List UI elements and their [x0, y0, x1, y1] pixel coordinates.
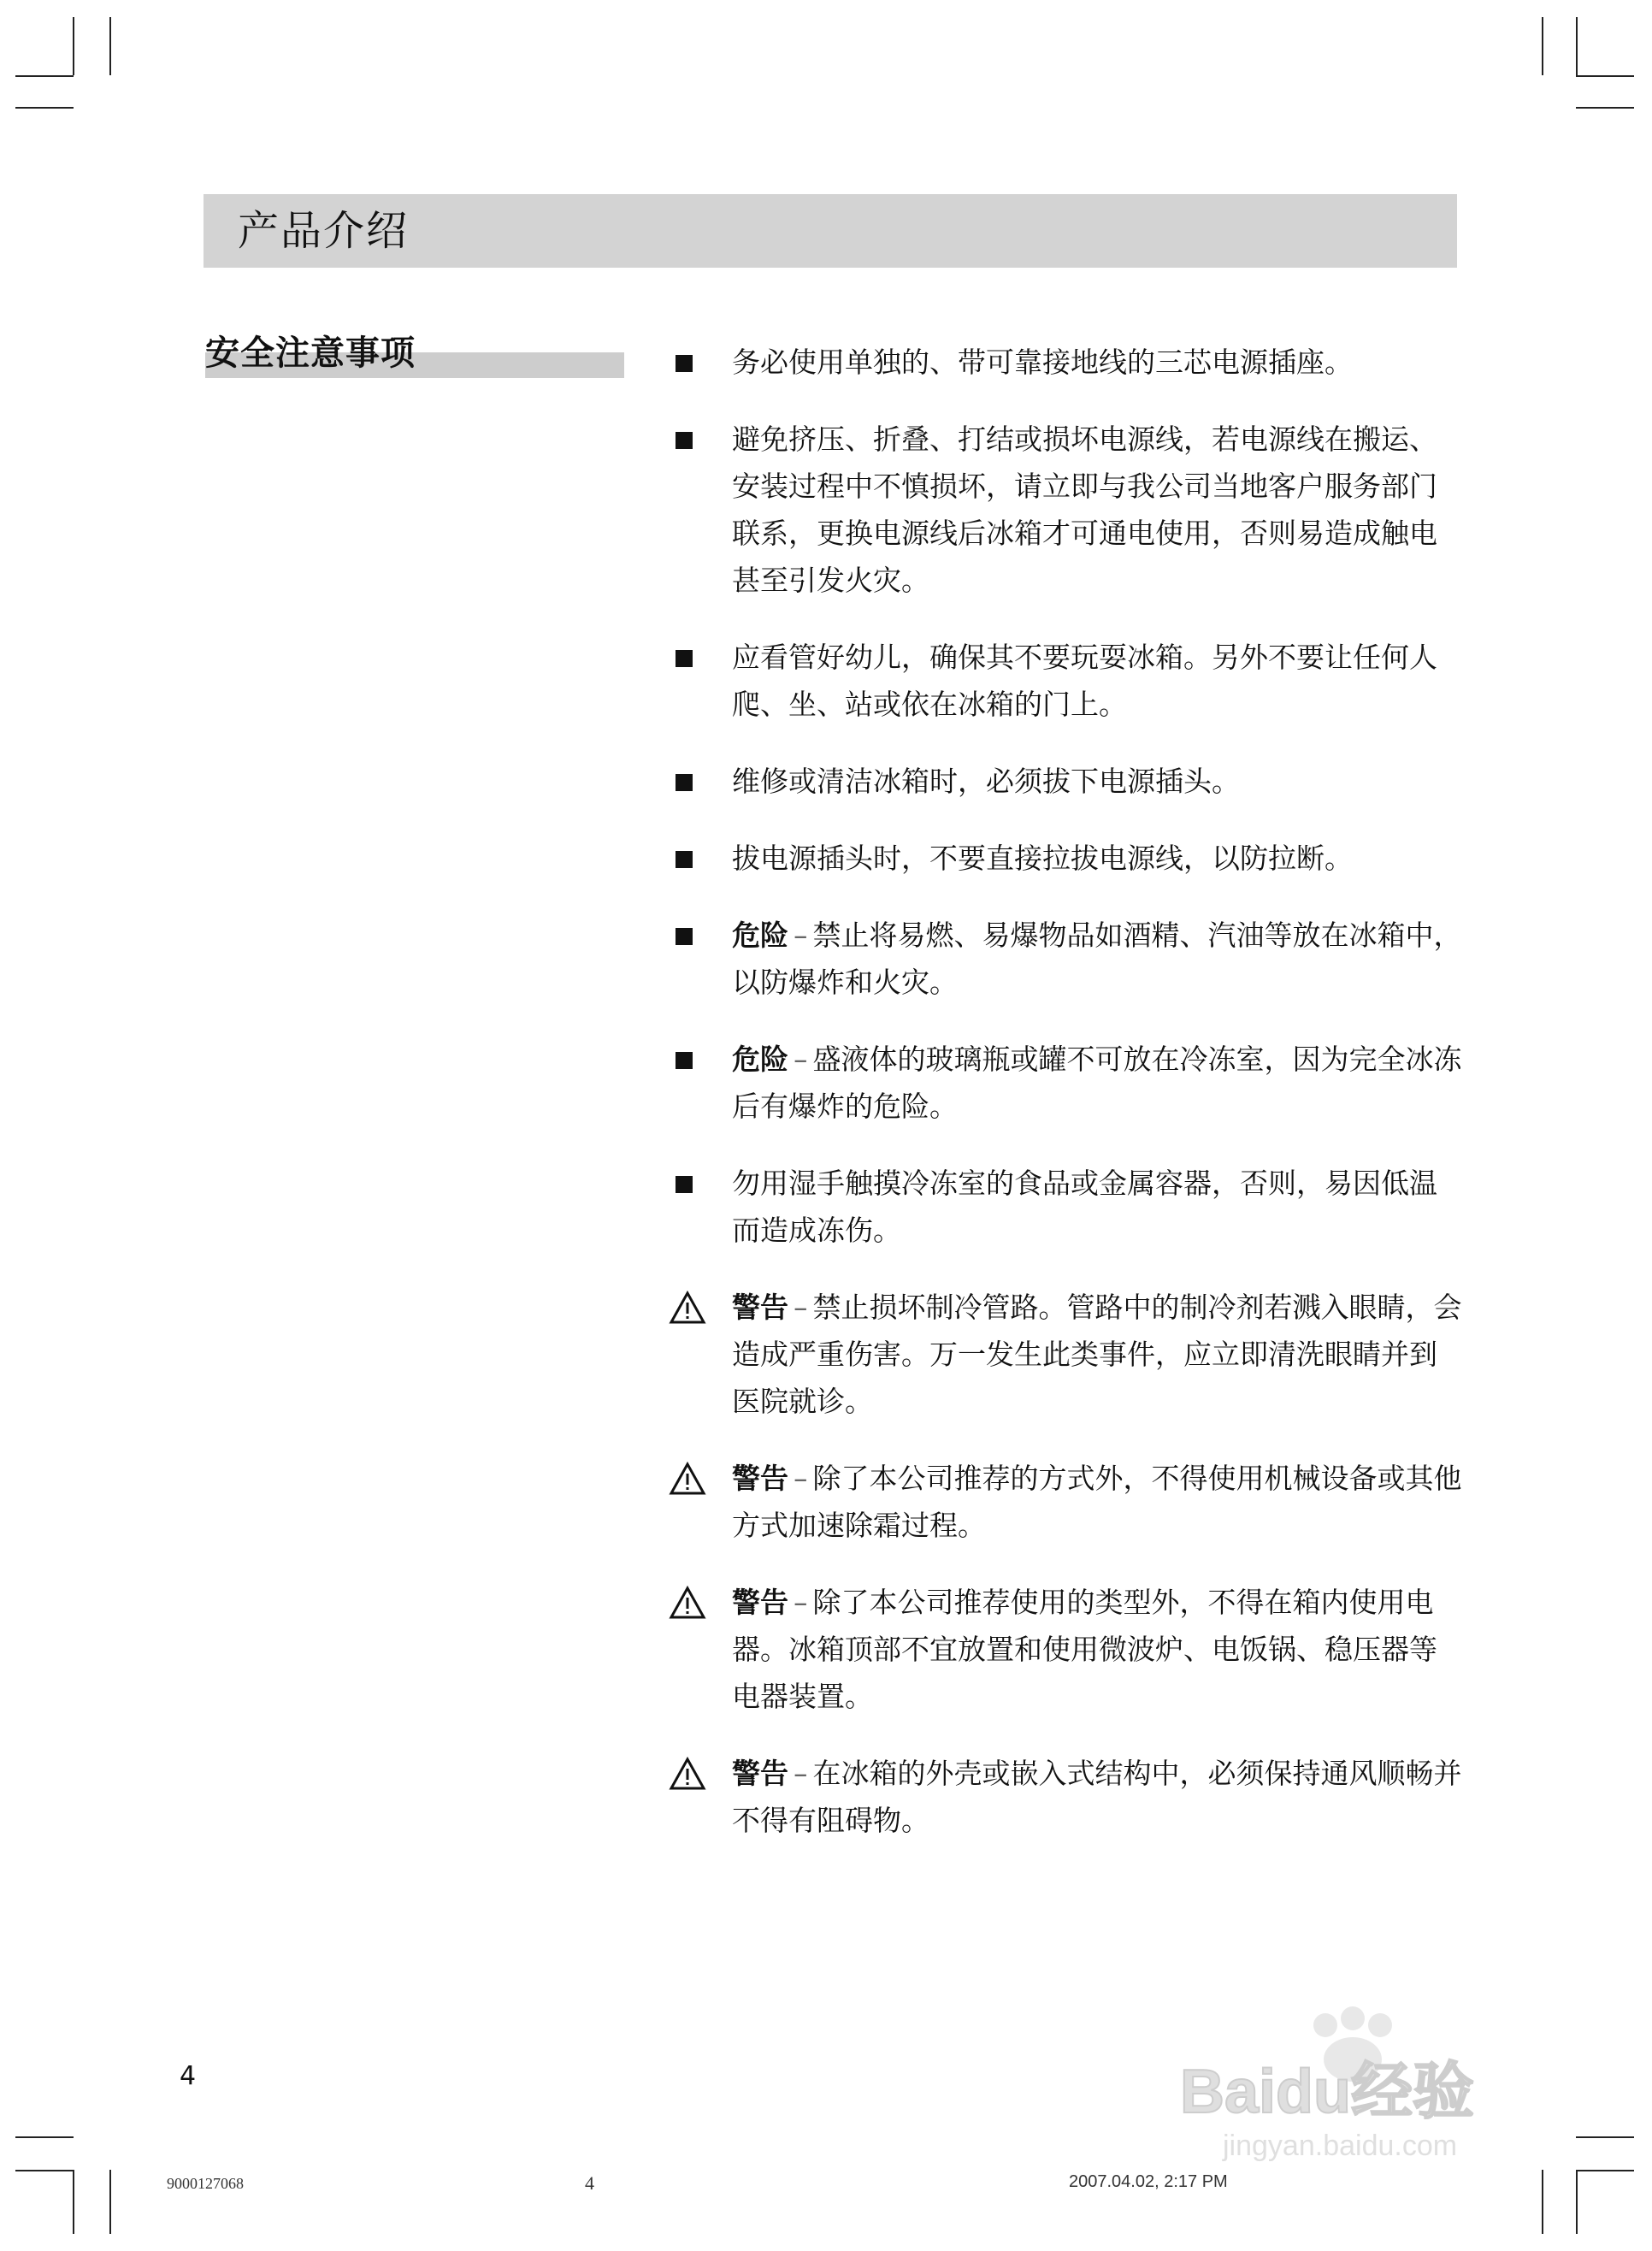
item-text: 盛液体的玻璃瓶或罐不可放在冷冻室，因为完全冰冻后有爆炸的危险。 [732, 1043, 1462, 1123]
chapter-title: 产品介绍 [238, 207, 410, 255]
square-bullet-icon [676, 650, 693, 667]
crop-mark [1576, 2170, 1578, 2234]
item-text: 除了本公司推荐的方式外，不得使用机械设备或其他方式加速除霜过程。 [732, 1462, 1462, 1542]
crop-mark [1576, 2136, 1634, 2138]
list-item [676, 1160, 1462, 1254]
safety-list [676, 339, 1462, 1874]
warning-label: 警告 [732, 1462, 788, 1495]
list-item [676, 1750, 1462, 1844]
item-text: 除了本公司推荐使用的类型外，不得在箱内使用电器。冰箱顶部不宜放置和使用微波炉、电饭锅、稳压器等电器装置。 [732, 1586, 1437, 1713]
chapter-header [204, 194, 1457, 268]
list-item [676, 1284, 1462, 1425]
dash: – [794, 1757, 808, 1790]
item-text: 禁止将易燃、易爆物品如酒精、汽油等放在冰箱中，以防爆炸和火灾。 [732, 919, 1462, 999]
crop-mark [1542, 2170, 1543, 2234]
crop-mark [15, 107, 74, 109]
list-item [676, 339, 1462, 386]
square-bullet-icon [676, 851, 693, 868]
footer-timestamp: 2007.04.02, 2:17 PM [1069, 2172, 1228, 2191]
warning-triangle-icon [669, 1291, 706, 1325]
dash: – [794, 919, 808, 952]
list-item [676, 758, 1462, 805]
crop-mark [1542, 17, 1543, 75]
warning-label: 警告 [732, 1291, 788, 1324]
warning-triangle-icon [669, 1586, 706, 1620]
crop-mark [15, 75, 74, 77]
dash: – [794, 1586, 808, 1619]
crop-mark [15, 2136, 74, 2138]
list-item [676, 634, 1462, 728]
warning-triangle-icon [669, 1757, 706, 1791]
item-text: 务必使用单独的、带可靠接地线的三芯电源插座。 [732, 346, 1353, 379]
list-item [676, 1579, 1462, 1720]
crop-mark [109, 2170, 111, 2234]
crop-mark [73, 2170, 74, 2234]
warning-label: 警告 [732, 1757, 788, 1790]
list-item [676, 835, 1462, 882]
crop-mark [1576, 75, 1634, 77]
watermark-url: jingyan.baidu.com [1223, 2130, 1458, 2162]
square-bullet-icon [676, 432, 693, 449]
item-text: 避免挤压、折叠、打结或损坏电源线，若电源线在搬运、安装过程中不慎损坏，请立即与我公司当地客户服务部门联系，更换电源线后冰箱才可通电使用，否则易造成触电甚至引发火灾。 [732, 422, 1437, 597]
warning-label: 警告 [732, 1586, 788, 1619]
square-bullet-icon [676, 1176, 693, 1193]
crop-mark [73, 17, 74, 75]
footer-doc-id: 9000127068 [167, 2175, 244, 2192]
watermark-logo: Baidu经验 [1180, 2058, 1475, 2126]
square-bullet-icon [676, 774, 693, 791]
square-bullet-icon [676, 355, 693, 372]
dash: – [794, 1043, 808, 1076]
crop-mark [1576, 2170, 1634, 2171]
crop-mark [15, 2170, 74, 2171]
dash: – [794, 1291, 808, 1324]
item-text: 维修或清洁冰箱时，必须拔下电源插头。 [732, 765, 1240, 798]
list-item [676, 912, 1462, 1006]
square-bullet-icon [676, 928, 693, 945]
item-text: 应看管好幼儿，确保其不要玩耍冰箱。另外不要让任何人爬、坐、站或依在冰箱的门上。 [732, 641, 1437, 721]
item-text: 禁止损坏制冷管路。管路中的制冷剂若溅入眼睛，会造成严重伤害。万一发生此类事件，应立即清洗眼睛并到医院就诊。 [732, 1291, 1462, 1418]
danger-label: 危险 [732, 1043, 788, 1076]
list-item [676, 1455, 1462, 1549]
crop-mark [1576, 107, 1634, 109]
item-text: 勿用湿手触摸冷冻室的食品或金属容器，否则，易因低温而造成冻伤。 [732, 1167, 1437, 1247]
crop-mark [109, 17, 111, 75]
danger-label: 危险 [732, 919, 788, 952]
list-item [676, 416, 1462, 604]
section-title: 安全注意事项 [205, 334, 416, 373]
square-bullet-icon [676, 1052, 693, 1069]
crop-mark [1576, 17, 1578, 75]
warning-triangle-icon [669, 1462, 706, 1496]
page-number: 4 [180, 2061, 197, 2091]
footer-page: 4 [585, 2172, 594, 2194]
baidu-watermark [1171, 1993, 1548, 2164]
item-text: 在冰箱的外壳或嵌入式结构中，必须保持通风顺畅并不得有阻碍物。 [732, 1757, 1462, 1837]
item-text: 拔电源插头时，不要直接拉拔电源线，以防拉断。 [732, 842, 1353, 875]
list-item [676, 1036, 1462, 1130]
dash: – [794, 1462, 808, 1495]
